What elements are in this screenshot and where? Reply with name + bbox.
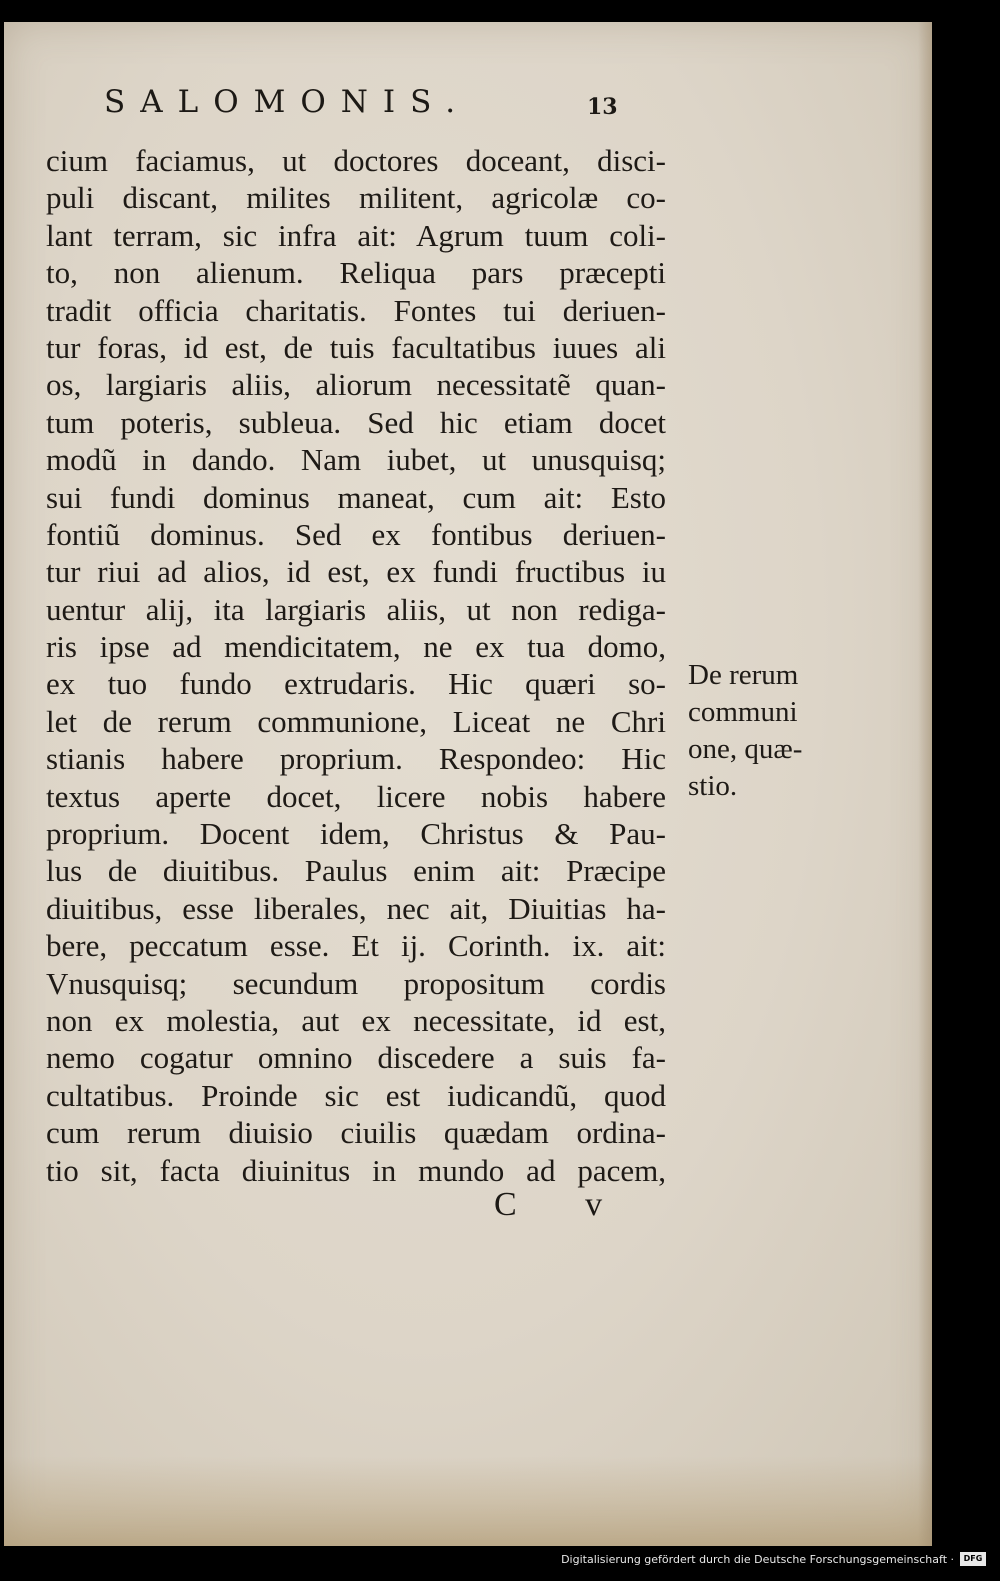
text-line: cultatibus. Proinde sic est iudicandũ, quod [46, 1077, 666, 1113]
text-line: let de rerum communione, Liceat ne Chri [46, 703, 666, 739]
running-head: SALOMONIS. [104, 84, 471, 120]
text-line: to, non alienum. Reliqua pars præcepti [46, 255, 666, 291]
marginal-note [688, 657, 802, 805]
text-line: cium faciamus, ut doctores doceant, disci- [46, 143, 666, 178]
text-line: os, largiaris aliis, aliorum necessitatẽ quan- [46, 367, 666, 403]
text-line: lant terram, sic infra ait: Agrum tuum coli- [46, 217, 666, 253]
page-number: 13 [587, 94, 618, 120]
funding-credit: Digitalisierung gefördert durch die Deutsche Forschungsgemeinschaft · [561, 1553, 954, 1566]
marginal-note-line: De rerum [688, 659, 799, 691]
text-line: sui fundi dominus maneat, cum ait: Esto [46, 479, 666, 515]
text-line: tio sit, facta diuinitus in mundo ad pacem, [46, 1152, 666, 1188]
text-line: tur riui ad alios, id est, ex fundi fructibus iu [46, 554, 666, 590]
text-line: tum poteris, subleua. Sed hic etiam docet [46, 404, 666, 440]
text-line: puli discant, milites militent, agricolæ co- [46, 180, 666, 216]
marginal-note-line: stio. [688, 770, 738, 802]
body-text [46, 142, 666, 1189]
text-line: fontiũ dominus. Sed ex fontibus deriuen- [46, 516, 666, 552]
dfg-logo: DFG [960, 1552, 986, 1566]
text-line: bere, peccatum esse. Et ij. Corinth. ix. ait: [46, 928, 666, 964]
text-line: non ex molestia, aut ex necessitate, id est, [46, 1002, 666, 1038]
text-line: ris ipse ad mendicitatem, ne ex tua domo, [46, 629, 666, 665]
text-line: Vnusquisq; secundum propositum cordis [46, 965, 666, 1001]
text-line: nemo cogatur omnino discedere a suis fa- [46, 1040, 666, 1076]
text-line: ex tuo fundo extrudaris. Hic quæri so- [46, 666, 666, 702]
marginal-note-line: one, quæ- [688, 733, 803, 765]
text-line: cum rerum diuisio ciuilis quædam ordina- [46, 1115, 666, 1151]
text-line: diuitibus, esse liberales, nec ait, Diuitias ha- [46, 890, 666, 926]
signature-mark: C v [494, 1186, 633, 1223]
text-line: proprium. Docent idem, Christus & Pau- [46, 816, 666, 852]
text-line: tur foras, id est, de tuis facultatibus iuues ali [46, 329, 666, 365]
text-line: stianis habere proprium. Respondeo: Hic [46, 741, 666, 777]
text-line: tradit officia charitatis. Fontes tui deriuen- [46, 292, 666, 328]
page-edge-shadow [918, 22, 932, 1546]
text-line: lus de diuitibus. Paulus enim ait: Præcipe [46, 853, 666, 889]
marginal-note-line: communi [688, 696, 798, 728]
text-line: modũ in dando. Nam iubet, ut unusquisq; [46, 442, 666, 478]
water-stain [4, 1456, 932, 1546]
text-line: uentur alij, ita largiaris aliis, ut non rediga- [46, 591, 666, 627]
text-line: textus aperte docet, licere nobis habere [46, 778, 666, 814]
